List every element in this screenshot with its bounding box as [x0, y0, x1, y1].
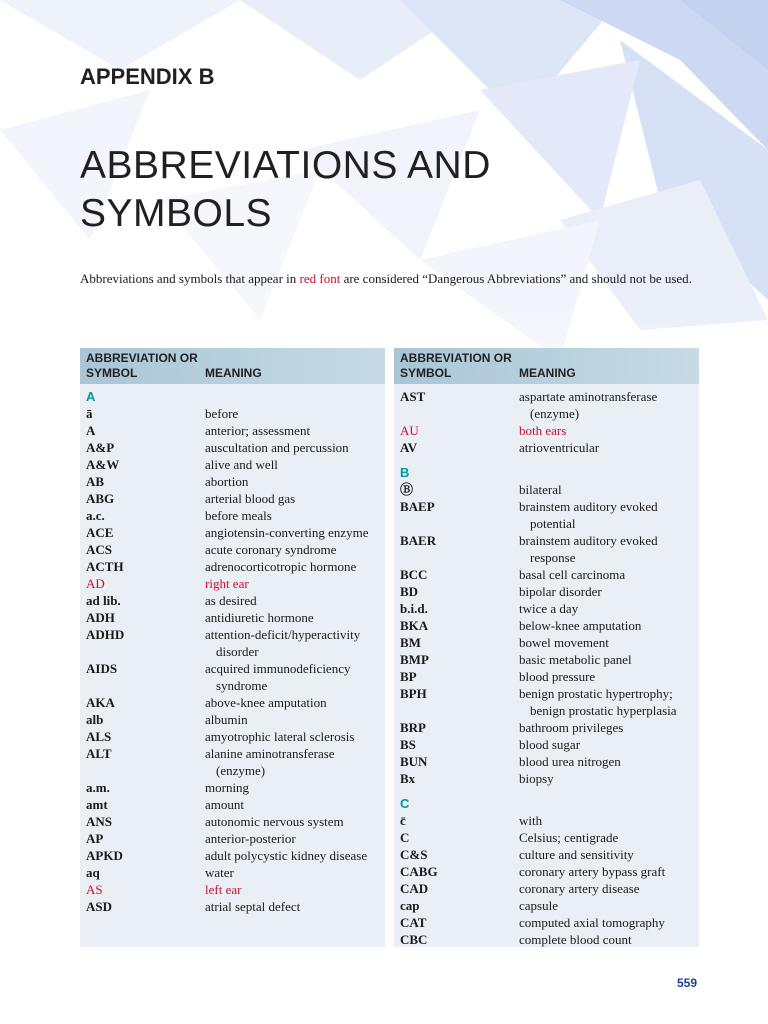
meaning: anterior; assessment — [205, 423, 311, 438]
header-abbreviation: ABBREVIATION OR SYMBOL — [86, 351, 198, 380]
table-row — [394, 583, 699, 600]
meaning: abortion — [205, 474, 249, 489]
meaning: biopsy — [519, 771, 554, 786]
meaning: blood urea nitrogen — [519, 754, 621, 769]
meaning: basic metabolic panel — [519, 652, 632, 667]
table-row — [80, 898, 385, 915]
abbreviation: aq — [86, 865, 100, 880]
table-row — [394, 846, 699, 863]
meaning: computed axial tomography — [519, 915, 665, 930]
table-row — [394, 753, 699, 770]
abbreviation: AS — [86, 882, 103, 897]
abbreviation: ALS — [86, 729, 112, 744]
table-row — [394, 914, 699, 931]
section-letter: C — [400, 796, 410, 811]
intro-text-before: Abbreviations and symbols that appear in — [80, 271, 300, 286]
meaning: bathroom privileges — [519, 720, 624, 735]
table-row — [394, 481, 699, 498]
section-letter: B — [400, 465, 410, 480]
meaning: alive and well — [205, 457, 278, 472]
table-row — [80, 456, 385, 473]
table-header — [394, 348, 699, 384]
header-meaning: MEANING — [519, 366, 576, 380]
meaning: coronary artery bypass graft — [519, 864, 666, 879]
meaning: basal cell carcinoma — [519, 567, 626, 582]
abbreviation: ANS — [86, 814, 113, 829]
meaning: water — [205, 865, 234, 880]
table-rows — [80, 384, 385, 915]
table-row — [394, 685, 699, 719]
abbreviation: ADHD — [86, 627, 125, 642]
meaning: anterior-posterior — [205, 831, 296, 846]
abbreviation: A&P — [86, 440, 115, 455]
meaning: complete blood count — [519, 932, 632, 947]
meaning: bilateral — [519, 482, 562, 497]
abbreviation: AU — [400, 423, 419, 438]
abbreviation: amt — [86, 797, 108, 812]
table-row — [80, 728, 385, 745]
abbreviation: BKA — [400, 618, 429, 633]
table-row-dangerous — [80, 881, 385, 898]
meaning: adrenocorticotropic hormone — [205, 559, 357, 574]
meaning: blood sugar — [519, 737, 581, 752]
abbreviation: BCC — [400, 567, 428, 582]
table-row — [80, 847, 385, 864]
table-row — [394, 651, 699, 668]
abbreviation: C — [400, 830, 410, 845]
abbreviation: ABG — [86, 491, 115, 506]
table-row — [80, 626, 385, 660]
meaning: acute coronary syndrome — [205, 542, 337, 557]
table-row — [80, 473, 385, 490]
table-row — [394, 668, 699, 685]
meaning: morning — [205, 780, 250, 795]
abbreviation: C&S — [400, 847, 428, 862]
header-meaning: MEANING — [205, 366, 262, 380]
meaning: as desired — [205, 593, 257, 608]
table-row — [80, 711, 385, 728]
table-row — [80, 490, 385, 507]
intro-text-after: are considered “Dangerous Abbreviations” and should not be used. — [340, 271, 692, 286]
meaning: Celsius; centigrade — [519, 830, 619, 845]
table-row — [80, 439, 385, 456]
abbreviation-table-left — [80, 348, 385, 947]
meaning: brainstem auditory evoked response — [519, 533, 658, 565]
table-row — [394, 532, 699, 566]
table-row — [394, 897, 699, 914]
meaning: atrial septal defect — [205, 899, 301, 914]
abbreviation-table-right — [394, 348, 699, 947]
meaning: with — [519, 813, 543, 828]
meaning: albumin — [205, 712, 248, 727]
table-row — [394, 566, 699, 583]
table-row-dangerous — [394, 422, 699, 439]
abbreviation: CABG — [400, 864, 438, 879]
abbreviation: Ⓑ — [400, 482, 414, 497]
meaning: right ear — [205, 576, 249, 591]
abbreviation: a.c. — [86, 508, 105, 523]
meaning: auscultation and percussion — [205, 440, 349, 455]
abbreviation: ACE — [86, 525, 114, 540]
table-row — [394, 812, 699, 829]
table-row — [80, 422, 385, 439]
meaning: twice a day — [519, 601, 579, 616]
meaning: coronary artery disease — [519, 881, 640, 896]
table-row — [80, 558, 385, 575]
abbreviation: BRP — [400, 720, 426, 735]
abbreviation: CAT — [400, 915, 427, 930]
meaning: amount — [205, 797, 244, 812]
table-row — [80, 541, 385, 558]
abbreviation: AIDS — [86, 661, 118, 676]
table-row — [394, 498, 699, 532]
table-header — [80, 348, 385, 384]
meaning: benign prostatic hypertrophy; benign prostatic hyperplasia — [519, 686, 677, 718]
meaning: left ear — [205, 882, 242, 897]
abbreviation: BAER — [400, 533, 437, 548]
table-rows — [394, 384, 699, 947]
page-title — [80, 142, 550, 238]
table-row — [394, 931, 699, 947]
meaning: below-knee amputation — [519, 618, 642, 633]
abbreviation: ad lib. — [86, 593, 121, 608]
abbreviation: CAD — [400, 881, 429, 896]
meaning: adult polycystic kidney disease — [205, 848, 368, 863]
table-row — [80, 524, 385, 541]
abbreviation: b.i.d. — [400, 601, 428, 616]
abbreviation: BPH — [400, 686, 427, 701]
table-row — [80, 779, 385, 796]
table-row — [80, 660, 385, 694]
table-row — [394, 829, 699, 846]
meaning: brainstem auditory evoked potential — [519, 499, 658, 531]
abbreviation: AKA — [86, 695, 115, 710]
meaning: both ears — [519, 423, 567, 438]
table-row — [394, 600, 699, 617]
table-row — [80, 745, 385, 779]
intro-red-phrase: red font — [299, 271, 341, 286]
table-row — [80, 813, 385, 830]
abbreviation: AST — [400, 389, 426, 404]
meaning: atrioventricular — [519, 440, 600, 455]
abbreviation: AV — [400, 440, 418, 455]
abbreviation: CBC — [400, 932, 428, 947]
abbreviation: BUN — [400, 754, 428, 769]
table-row — [394, 863, 699, 880]
abbreviation: c̄ — [400, 813, 406, 828]
table-row — [394, 880, 699, 897]
table-row — [80, 864, 385, 881]
abbreviation: ACS — [86, 542, 113, 557]
table-row — [394, 770, 699, 787]
abbreviation: ASD — [86, 899, 113, 914]
table-row — [394, 719, 699, 736]
meaning: bowel movement — [519, 635, 609, 650]
table-row — [394, 617, 699, 634]
abbreviation: Bx — [400, 771, 416, 786]
meaning: angiotensin-converting enzyme — [205, 525, 369, 540]
meaning: autonomic nervous system — [205, 814, 344, 829]
meaning: alanine aminotransferase (enzyme) — [205, 746, 335, 778]
section-gap — [394, 456, 699, 464]
appendix-label: APPENDIX B — [80, 64, 215, 89]
table-row — [394, 634, 699, 651]
page-number: 559 — [677, 976, 698, 990]
table-row — [80, 694, 385, 711]
abbreviation: A&W — [86, 457, 120, 472]
abbreviation: BP — [400, 669, 417, 684]
table-row — [80, 507, 385, 524]
table-row-dangerous — [80, 575, 385, 592]
abbreviation: BAEP — [400, 499, 435, 514]
abbreviation: AB — [86, 474, 105, 489]
abbreviation: APKD — [86, 848, 123, 863]
meaning: amyotrophic lateral sclerosis — [205, 729, 355, 744]
meaning: blood pressure — [519, 669, 596, 684]
table-row — [80, 592, 385, 609]
table-row — [394, 439, 699, 456]
abbreviation: a.m. — [86, 780, 110, 795]
meaning: attention-deficit/hyperactivity disorder — [205, 627, 361, 659]
section-letter: A — [86, 389, 96, 404]
abbreviation: BM — [400, 635, 421, 650]
abbreviation: alb — [86, 712, 104, 727]
meaning: above-knee amputation — [205, 695, 327, 710]
abbreviation: BS — [400, 737, 416, 752]
table-row — [394, 736, 699, 753]
intro-paragraph — [80, 270, 700, 287]
table-row — [394, 388, 699, 422]
abbreviation: ALT — [86, 746, 112, 761]
section-gap — [394, 787, 699, 795]
abbreviation: AP — [86, 831, 104, 846]
abbreviation: BMP — [400, 652, 429, 667]
table-row — [80, 796, 385, 813]
table-row — [80, 830, 385, 847]
abbreviation: A — [86, 423, 96, 438]
abbreviation: AD — [86, 576, 105, 591]
abbreviation: ADH — [86, 610, 115, 625]
meaning: arterial blood gas — [205, 491, 296, 506]
table-row — [80, 405, 385, 422]
abbreviation: cap — [400, 898, 420, 913]
meaning: before meals — [205, 508, 272, 523]
meaning: capsule — [519, 898, 558, 913]
meaning: aspartate aminotransferase (enzyme) — [519, 389, 658, 421]
abbreviation: ā — [86, 406, 93, 421]
meaning: culture and sensitivity — [519, 847, 634, 862]
meaning: antidiuretic hormone — [205, 610, 314, 625]
abbreviation: BD — [400, 584, 419, 599]
page-title-text: ABBREVIATIONS AND SYMBOLS — [80, 144, 491, 235]
meaning: bipolar disorder — [519, 584, 602, 599]
meaning: acquired immunodeficiency syndrome — [205, 661, 351, 693]
table-row — [80, 609, 385, 626]
abbreviation: ACTH — [86, 559, 124, 574]
meaning: before — [205, 406, 239, 421]
header-abbreviation: ABBREVIATION OR SYMBOL — [400, 351, 512, 380]
